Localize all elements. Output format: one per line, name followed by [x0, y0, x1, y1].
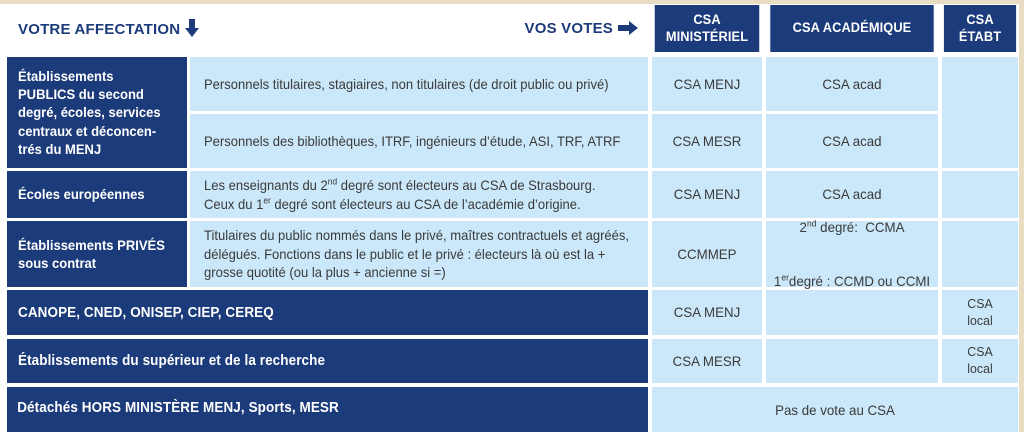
- vote-cell-europeennes-ministeriel: [652, 171, 762, 218]
- row-public-label-line: degré, écoles, services: [18, 104, 161, 121]
- vote-cell-superieur-ministeriel: [652, 339, 762, 383]
- row-public-label-line: PUBLICS du second: [18, 86, 144, 103]
- row-public-desc2-text: Personnels des bibliothèques, ITRF, ingénieurs d’étude, ASI, TRF, ATRF: [204, 132, 621, 149]
- row-public-label-line: centraux et déconcen-: [18, 122, 157, 139]
- prives-academique-line1: 2nd degré: CCMA: [799, 217, 905, 235]
- row-superieur-label: Établissements du supérieur et de la recherche: [18, 353, 326, 369]
- vote-cell-prives-ministeriel: [652, 221, 762, 287]
- vote-cell-detaches-note: [652, 387, 1018, 432]
- row-public-desc1-cell: [190, 57, 648, 111]
- row-europeennes-desc-line2: Ceux du 1er degré sont électeurs au CSA de l’académie d’origine.: [204, 194, 581, 212]
- row-prives-desc-cell: [190, 221, 648, 287]
- vote-cell-canope-etabt: [942, 290, 1018, 335]
- vote-value: Pas de vote au CSA: [775, 402, 895, 418]
- vote-cell-superieur-etabt: [942, 339, 1018, 383]
- votes-header: [525, 20, 639, 37]
- prives-academique-line2: 1erdegré : CCMD ou CCMI: [773, 272, 931, 290]
- vote-value: CSA acad: [822, 75, 882, 92]
- row-public-desc1-text: Personnels titulaires, stagiaires, non titulaires (de droit public ou privé): [204, 75, 609, 92]
- row-prives-label-line: sous contrat: [18, 255, 97, 271]
- row-canope-label-cell: [7, 290, 648, 335]
- vote-value: CSA MESR: [672, 132, 742, 149]
- vote-value: CSA local: [967, 344, 993, 376]
- vote-value: CSA local: [967, 295, 993, 328]
- vote-cell-superieur-academique-empty: [766, 339, 938, 383]
- vote-cell-public-etabt-empty: [942, 57, 1018, 168]
- row-public-label-line: trés du MENJ: [18, 140, 102, 157]
- down-arrow-icon: [185, 19, 199, 37]
- row-superieur-label-cell: [7, 339, 648, 383]
- header-left-cell: [7, 5, 648, 52]
- column-header-label: CSA ACADÉMIQUE: [792, 20, 912, 36]
- row-europeennes-label-cell: [7, 171, 187, 218]
- row-public-label-line: Établissements: [18, 68, 114, 85]
- vote-value: CSA MESR: [672, 352, 742, 369]
- row-europeennes-desc-line1: Les enseignants du 2nd degré sont électeurs au CSA de Strasbourg.: [204, 176, 596, 194]
- vote-value: CSA acad: [822, 186, 882, 203]
- vote-value: CSA MENJ: [673, 186, 741, 203]
- affectation-header: [18, 19, 199, 38]
- column-header-csa-etabt: [944, 5, 1016, 52]
- right-border-strip: [1019, 0, 1024, 432]
- row-europeennes-desc-cell: [190, 171, 648, 218]
- row-prives-label-cell: [7, 221, 187, 287]
- affectation-header-label: VOTRE AFFECTATION: [18, 21, 181, 38]
- vote-cell-public2-ministeriel: [652, 114, 762, 168]
- vote-cell-canope-academique-empty: [766, 290, 938, 335]
- column-header-label: CSA ÉTABT: [958, 11, 1002, 44]
- row-canope-label: CANOPE, CNED, ONISEP, CIEP, CEREQ: [18, 304, 274, 321]
- row-detaches-label: Détachés HORS MINISTÈRE MENJ, Sports, MESR: [17, 400, 339, 416]
- vote-cell-canope-ministeriel: [652, 290, 762, 335]
- column-header-csa-academique: [770, 5, 933, 52]
- row-public-desc2-cell: [190, 114, 648, 168]
- vote-value: CSA MENJ: [673, 304, 741, 321]
- row-prives-label-line: Établissements PRIVÉS: [18, 236, 165, 253]
- vote-value: CSA acad: [822, 132, 882, 149]
- top-border-strip: [0, 0, 1024, 4]
- row-detaches-label-cell: [7, 387, 648, 432]
- vote-value: CCMMEP: [677, 245, 737, 262]
- right-arrow-icon: [618, 21, 638, 35]
- row-public-label-cell: [7, 57, 187, 168]
- vote-cell-europeennes-etabt-empty: [942, 171, 1018, 218]
- vote-cell-prives-academique: [766, 217, 938, 290]
- votes-header-label: VOS VOTES: [524, 20, 613, 37]
- vote-value: CSA MENJ: [673, 75, 741, 92]
- row-europeennes-label: Écoles européennes: [18, 186, 145, 203]
- vote-cell-prives-etabt-empty: [942, 221, 1018, 287]
- vote-cell-public1-ministeriel: [652, 57, 762, 111]
- column-header-label: CSA MINISTÉRIEL: [665, 11, 749, 44]
- row-prives-desc-text: Titulaires du public nommés dans le privé, maîtres contractuels et agréés, délégués. Fonctions dans le public et le privé : électeurs là où est la + grosse quotité (ou la plus + ancienne si =): [204, 227, 630, 281]
- vote-cell-public1-academique: [766, 57, 938, 111]
- column-header-csa-ministeriel: [655, 5, 760, 52]
- vote-cell-public2-academique: [766, 114, 938, 168]
